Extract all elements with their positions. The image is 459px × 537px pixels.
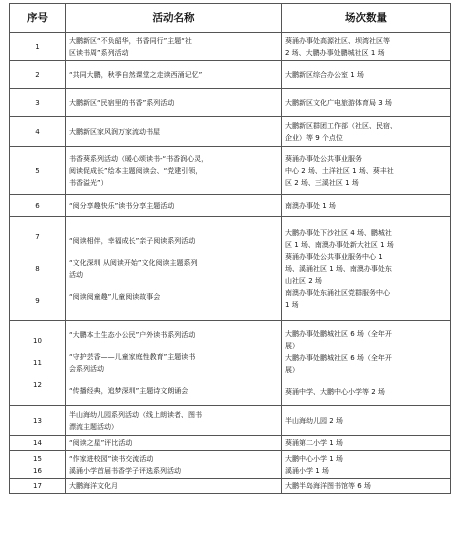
session-count [282,117,451,147]
text-line: 葵涌办事处公共事业服务 [285,154,362,163]
text-line: 大鹏新区综合办公室 1 场 [285,70,364,79]
text-line: “共同大鹏，秋季自然课堂之走读西涌记忆” [69,70,203,79]
row-number: 14 [10,436,66,451]
activity-name [66,33,282,61]
text-line: 葵涌中学、大鹏中心小学等 2 场 [285,388,385,396]
table-row [10,33,451,61]
text-line: 大鹏新区群团工作部（社区、民宿、 [285,121,397,130]
session-count [282,436,451,451]
text-line: 企业）等 9 个点位 [285,133,343,142]
activity-name [66,195,282,217]
row-number: 13 [10,406,66,436]
text-line: “阅读相伴，幸福成长”亲子阅读系列活动 [69,236,196,245]
row-number: 5 [10,147,66,195]
text-line: 南澳办事处 1 场 [285,201,336,210]
text-line: 半山海幼儿园系列活动（线上朗读者、图书 [69,410,202,419]
text-line: “大鹏本土生态小公民”户外读书系列活动 [69,331,196,339]
row-number-group [10,217,66,321]
activity-name [66,117,282,147]
text-line: 会系列活动 [69,365,104,373]
text-line: “阅读之星”评比活动 [69,439,133,447]
row-number: 3 [10,89,66,117]
text-line: “作家进校园”读书交流活动 [69,454,154,463]
text-line: 15 [33,454,42,463]
table-row [10,321,451,406]
text-line: “阅分享趣快乐”读书分享主题活动 [69,201,175,210]
session-count [282,406,451,436]
text-line: “传播经典，追梦深圳”主题诗文朗诵会 [69,387,189,395]
text-line: 大鹏办事处鹏城社区 6 场（全年开 [285,354,392,362]
activity-name [66,406,282,436]
text-line: “阅读阅童趣”儿童阅读故事会 [69,292,161,301]
table-row [10,436,451,451]
text-line: 书香葵系列活动（暖心颂读书-“书香润心灵， [69,154,209,163]
text-line: 9 [35,296,40,305]
text-line: 1 场 [285,300,299,309]
activity-name-group [66,451,282,479]
text-line: 山社区 2 场 [285,276,322,285]
text-line: 大鹏新区“不负韶华，书香同行”主题“社 [69,36,192,45]
row-number: 4 [10,117,66,147]
text-line: 大鹏海洋文化月 [69,482,118,490]
text-line: 2 场、大鹏办事处鹏城社区 1 场 [285,48,385,57]
session-count-group [282,217,451,321]
row-number: 6 [10,195,66,217]
activity-name [66,147,282,195]
session-count [282,33,451,61]
text-line: 展） [285,366,299,374]
table-row [10,479,451,494]
row-number-group [10,451,66,479]
text-line: 大鹏新区“民宿里的书香”系列活动 [69,98,175,107]
session-count-group [282,451,451,479]
session-count [282,89,451,117]
text-line: 溪涌小学 1 场 [285,466,329,475]
activity-name-group [66,217,282,321]
table-row [10,195,451,217]
text-line: 活动 [69,270,83,279]
activity-name [66,436,282,451]
table-row [10,147,451,195]
table-row [10,451,451,479]
text-line: 区 2 场、三溪社区 1 场 [285,178,359,187]
table-row [10,89,451,117]
session-count [282,147,451,195]
text-line: 溪涌小学首届书香学子评选系列活动 [69,466,181,475]
table-row [10,61,451,89]
text-line: “守护芸香——儿童家庭性教育”主题读书 [69,353,196,361]
activity-name-group [66,321,282,406]
row-number: 1 [10,33,66,61]
text-line: 葵涌第二小学 1 场 [285,439,343,447]
header-activity-name: 活动名称 [66,4,282,33]
text-line: 大鹏半岛海洋图书馆等 6 场 [285,482,371,490]
text-line: 大鹏新区家风润万家流动书屋 [69,127,160,136]
table-row [10,406,451,436]
text-line: 大鹏办事处鹏城社区 6 场（全年开 [285,330,392,338]
header-row [10,4,451,33]
text-line: 葵涌办事处公共事业服务中心 1 [285,252,383,261]
text-line: 10 [33,337,42,345]
session-count [282,479,451,494]
text-line: 12 [33,381,42,389]
header-number: 序号 [10,4,66,33]
text-line: 16 [33,466,42,475]
text-line: 区 1 场、南澳办事处新大社区 1 场 [285,240,394,249]
text-line: 7 [35,232,40,241]
activity-name [66,479,282,494]
text-line: 展） [285,342,299,350]
table-row [10,117,451,147]
row-number: 2 [10,61,66,89]
text-line: 区读书周”系列活动 [69,48,129,57]
text-line: 11 [33,359,42,367]
text-line: 中心 2 场、土洋社区 1 场、葵丰社 [285,166,394,175]
session-count [282,195,451,217]
text-line: 书香溢光”） [69,178,108,187]
text-line: 漂流主题活动） [69,422,118,431]
header-session-count: 场次数量 [282,4,451,33]
row-number-group [10,321,66,406]
text-line: 场、溪涌社区 1 场、南澳办事处东 [285,264,392,273]
table-row [10,217,451,321]
activity-table [9,3,451,494]
session-count [282,61,451,89]
row-number: 17 [10,479,66,494]
session-count-group [282,321,451,406]
text-line: 葵涌办事处高源社区、坝湾社区等 [285,36,390,45]
text-line: 阅读促成长”绘本主题阅读会、“党建引领， [69,166,203,175]
text-line: 8 [35,264,40,273]
text-line: 大鹏办事处下沙社区 4 场、鹏城社 [285,228,392,237]
text-line: 大鹏中心小学 1 场 [285,454,343,463]
activity-name [66,61,282,89]
text-line: 大鹏新区文化广电旅游体育局 3 场 [285,98,392,107]
text-line: 南澳办事处东涌社区党群服务中心 [285,288,390,297]
activity-name [66,89,282,117]
text-line: “文化深圳 从阅读开始”文化阅读主题系列 [69,258,198,267]
text-line: 半山海幼儿园 2 场 [285,416,343,425]
